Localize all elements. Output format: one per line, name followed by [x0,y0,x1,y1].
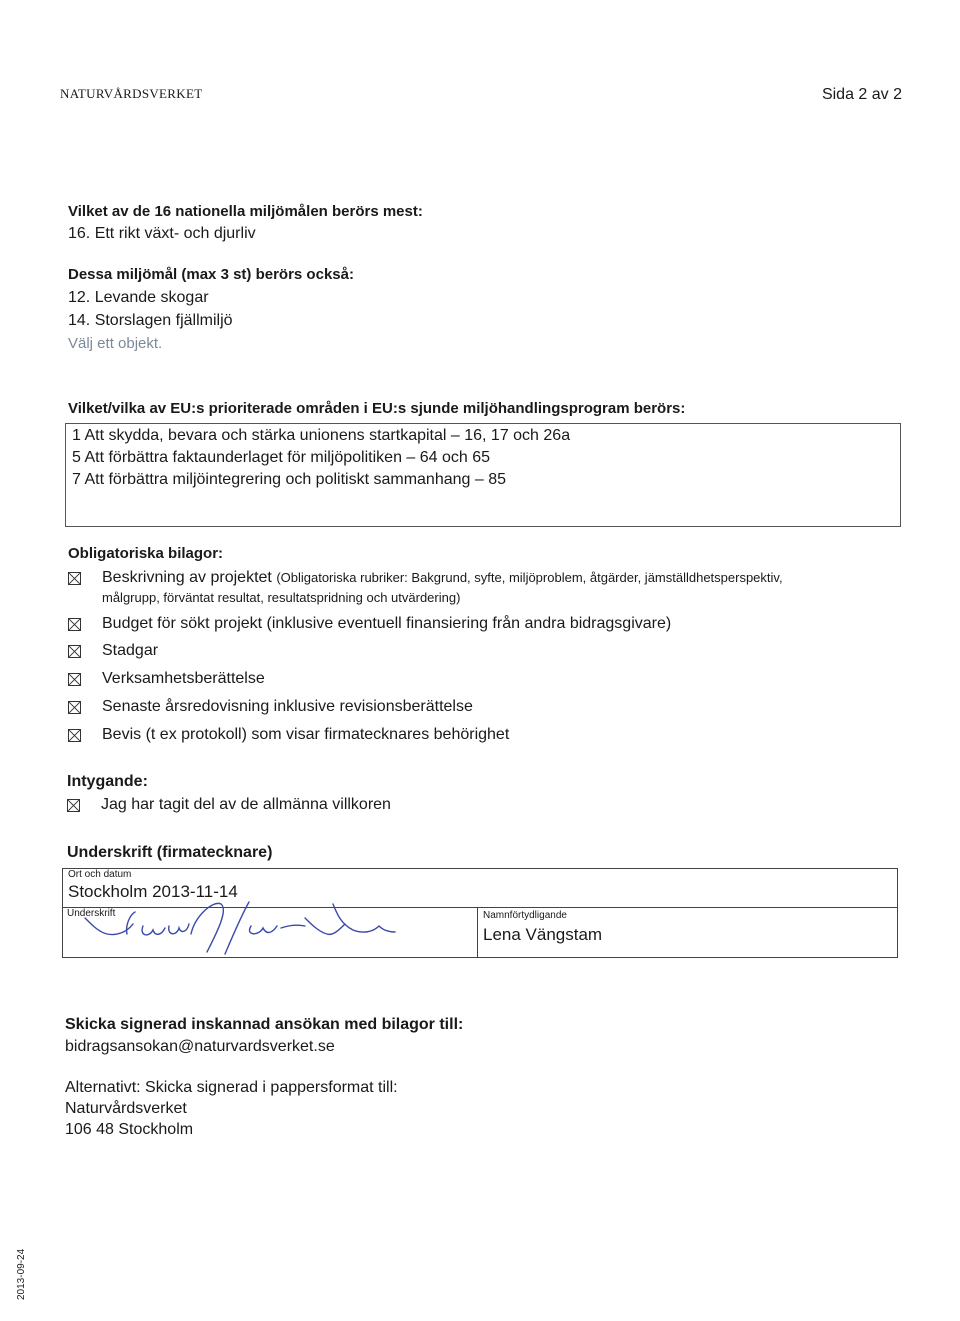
send-email: bidragsansokan@naturvardsverket.se [65,1038,335,1055]
page-number: Sida 2 av 2 [821,86,902,103]
eu-area-line: 1 Att skydda, bevara och stärka unionens startkapital – 16, 17 och 26a [72,427,571,444]
other-goals-heading: Dessa miljömål (max 3 st) berörs också: [68,266,354,283]
other-goal-item: 12. Levande skogar [68,289,209,306]
checked-checkbox-icon[interactable] [68,673,81,686]
send-heading: Skicka signerad inskannad ansökan med bilagor till: [65,1016,464,1033]
eu-areas-box [65,423,901,527]
date-stamp: 2013-09-24 [16,1248,27,1300]
attachment-item [68,614,671,634]
attachment-label: Stadgar [102,642,159,659]
attachment-note: (Obligatoriska rubriker: Bakgrund, syfte, miljöproblem, åtgärder, jämställdhetsperspektiv, [276,570,783,585]
checked-checkbox-icon[interactable] [67,799,80,812]
attachment-label: Verksamhetsberättelse [102,670,265,687]
name-value[interactable]: Lena Vängstam [483,925,603,944]
main-goal-value: 16. Ett rikt växt- och djurliv [68,225,256,242]
certify-label: Jag har tagit del av de allmänna villkoren [101,796,391,813]
attachment-label: Senaste årsredovisning inklusive revisionsberättelse [102,698,473,715]
other-goal-item: 14. Storslagen fjällmiljö [68,312,233,329]
attachments-heading: Obligatoriska bilagor: [68,545,224,562]
address-line: Naturvårdsverket [65,1100,187,1117]
agency-name: NATURVÅRDSVERKET [60,86,203,101]
attachment-item [68,568,783,608]
signature-cell [63,908,478,957]
certify-heading: Intygande: [67,773,148,790]
signature-box [62,868,898,958]
attachment-item [68,697,473,717]
attachment-label: Bevis (t ex protokoll) som visar firmatecknares behörighet [102,726,510,743]
checked-checkbox-icon[interactable] [68,572,81,585]
attachment-item [68,669,265,689]
address-line: 106 48 Stockholm [65,1121,194,1138]
attachment-item [68,725,509,745]
main-goal-heading: Vilket av de 16 nationella miljömålen berörs mest: [68,203,423,220]
attachment-label: Budget för sökt projekt (inklusive eventuell finansiering från andra bidragsgivare) [102,615,672,632]
checked-checkbox-icon[interactable] [68,729,81,742]
signature-heading: Underskrift (firmatecknare) [67,844,273,861]
alt-heading: Alternativt: Skicka signerad i pappersformat till: [65,1079,398,1096]
eu-heading: Vilket/vilka av EU:s prioriterade områden i EU:s sjunde miljöhandlingsprogram berörs: [68,400,686,417]
signature-label: Underskrift [67,908,116,919]
eu-area-line: 7 Att förbättra miljöintegrering och politiskt sammanhang – 85 [72,471,507,488]
attachment-label: Beskrivning av projektet [102,569,272,586]
handwritten-signature [83,896,403,956]
select-placeholder[interactable]: Välj ett objekt. [68,335,163,352]
place-date-value[interactable]: Stockholm 2013-11-14 [68,882,238,901]
attachment-item [68,641,158,661]
checked-checkbox-icon[interactable] [68,645,81,658]
checked-checkbox-icon[interactable] [68,618,81,631]
place-date-label: Ort och datum [68,869,132,880]
certify-item [67,795,391,815]
checked-checkbox-icon[interactable] [68,701,81,714]
attachment-note: målgrupp, förväntat resultat, resultatspridning och utvärdering) [102,590,461,605]
eu-area-line: 5 Att förbättra faktaunderlaget för miljöpolitiken – 64 och 65 [72,449,491,466]
name-label: Namnförtydligande [483,910,567,921]
